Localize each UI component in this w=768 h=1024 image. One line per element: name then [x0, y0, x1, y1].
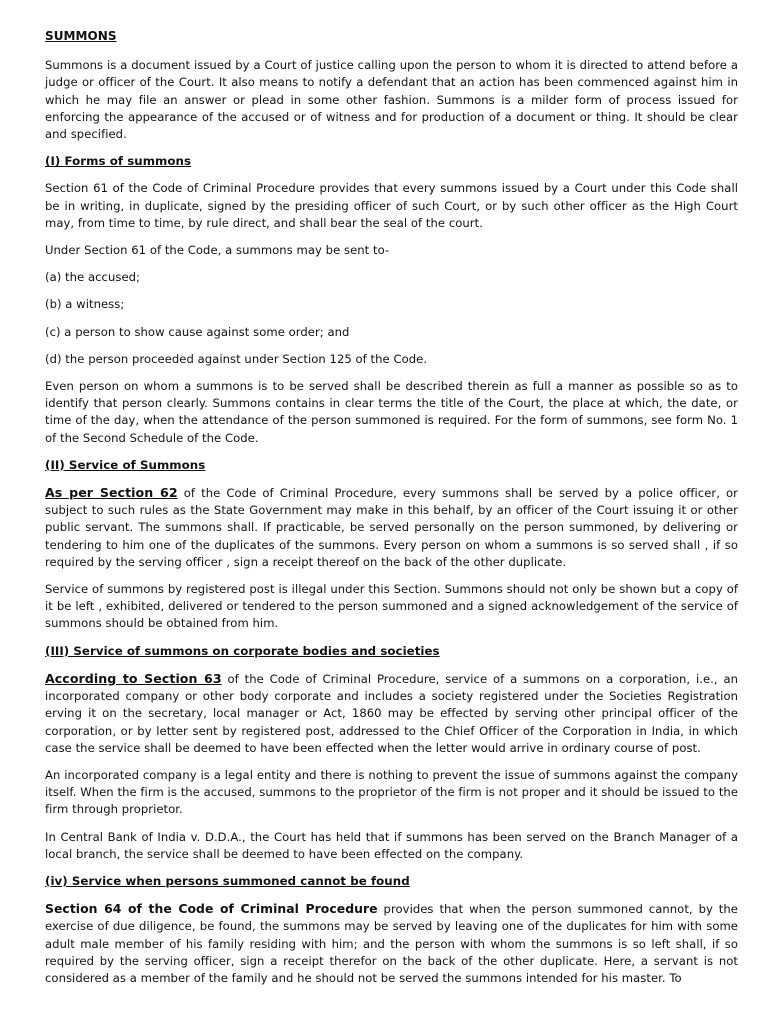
- section-3-paragraph-1: [45, 670, 738, 757]
- intro-paragraph: Summons is a document issued by a Court of justice calling upon the person to whom it is directed to attend before a judge or officer of the Court. It also means to notify a defendant that an action has been commenced against him in which he may file an answer or plead in some other fashion. Summons is a milder form of process issued for enforcing the appearance of the accused or of witness and for production of a document or thing. It should be clear and specified.: [45, 58, 738, 142]
- section-1-heading: (I) Forms of summons: [45, 154, 192, 169]
- section-2-paragraph-2: Service of summons by registered post is illegal under this Section. Summons should not only be shown but a copy of it be left , exhibited, delivered or tendered to the person summoned and a signed acknowledgement of the service of summons should be obtained from him.: [45, 582, 738, 631]
- list-item-d: (d) the person proceeded against under Section 125 of the Code.: [45, 351, 428, 366]
- document-title: SUMMONS: [45, 29, 117, 43]
- section-4-paragraph-1-text: provides that when the person summoned cannot, by the exercise of due diligence, be found, the summons may be served by leaving one of the duplicates for him with some adult male member of his family residing with him; and the person with whom the summons is so left shall, if so required by the serving officer, sign a receipt therefor on the back of the other duplicate. Here, a servant is not considered as a member of the family and he should not be served the summons intended for his master. To: [45, 902, 738, 985]
- section-3-paragraph-1-text: of the Code of Criminal Procedure, service of a summons on a corporation, i.e., an incorporated company or other body corporate and includes a society registered under the Societies Registration erving it on the secretary, local manager or Act, 1860 may be effected by serving other principal officer of the corporation, or by letter sent by registered post, addressed to the Chief Officer of the Corporation in India, in which case the service shall be deemed to have been effected when the letter would arrive in ordinary course of post.: [45, 671, 738, 755]
- section-63-reference: According to Section 63: [45, 670, 222, 686]
- section-2-paragraph-1: [45, 484, 738, 571]
- section-1-paragraph-2: Under Section 61 of the Code, a summons may be sent to-: [45, 243, 390, 258]
- section-4-paragraph-1: [45, 900, 738, 987]
- list-item-a: (a) the accused;: [45, 270, 140, 285]
- section-1-paragraph-3: Even person on whom a summons is to be served shall be described therein as full a manner as possible so as to identify that person clearly. Summons contains in clear terms the title of the Court, the place at which, the date, or time of the day, when the attendance of the person summoned is required. For the form of summons, see form No. 1 of the Second Schedule of the Code.: [45, 379, 738, 445]
- section-3-paragraph-3: In Central Bank of India v. D.D.A., the Court has held that if summons has been served on the Branch Manager of a local branch, the service shall be deemed to have been effected on the company.: [45, 829, 738, 861]
- section-62-reference: As per Section 62: [45, 485, 178, 501]
- section-1-paragraph-1: Section 61 of the Code of Criminal Procedure provides that every summons issued by a Court under this Code shall be in writing, in duplicate, signed by the presiding officer of such Court, or by such other officer as the High Court may, from time to time, by rule direct, and shall bear the seal of the court.: [45, 181, 738, 230]
- section-2-paragraph-1-text: of the Code of Criminal Procedure, every summons shall be served by a police officer, or subject to such rules as the State Government may make in this behalf, by an officer of the Court issuing it or other public servant. The summons shall. If practicable, be served personally on the person summoned, by delivering or tendering to him one of the duplicates of the summons. Every person on whom a summons is so served shall , if so required by the serving officer , sign a receipt thereof on the back of the other duplicate.: [45, 486, 738, 569]
- section-3-paragraph-2: An incorporated company is a legal entity and there is nothing to prevent the issue of summons against the company itself. When the firm is the accused, summons to the proprietor of the firm is not proper and it should be issued to the firm through proprietor.: [45, 767, 738, 817]
- list-item-c: (c) a person to show cause against some order; and: [45, 324, 350, 339]
- section-64-reference: Section 64 of the Code of Criminal Procedure: [45, 901, 378, 917]
- document-page: [45, 28, 738, 997]
- section-3-heading: (III) Service of summons on corporate bodies and societies: [45, 643, 440, 658]
- section-4-heading: (iv) Service when persons summoned cannot be found: [45, 873, 410, 888]
- section-2-heading: (II) Service of Summons: [45, 457, 206, 472]
- list-item-b: (b) a witness;: [45, 297, 125, 312]
